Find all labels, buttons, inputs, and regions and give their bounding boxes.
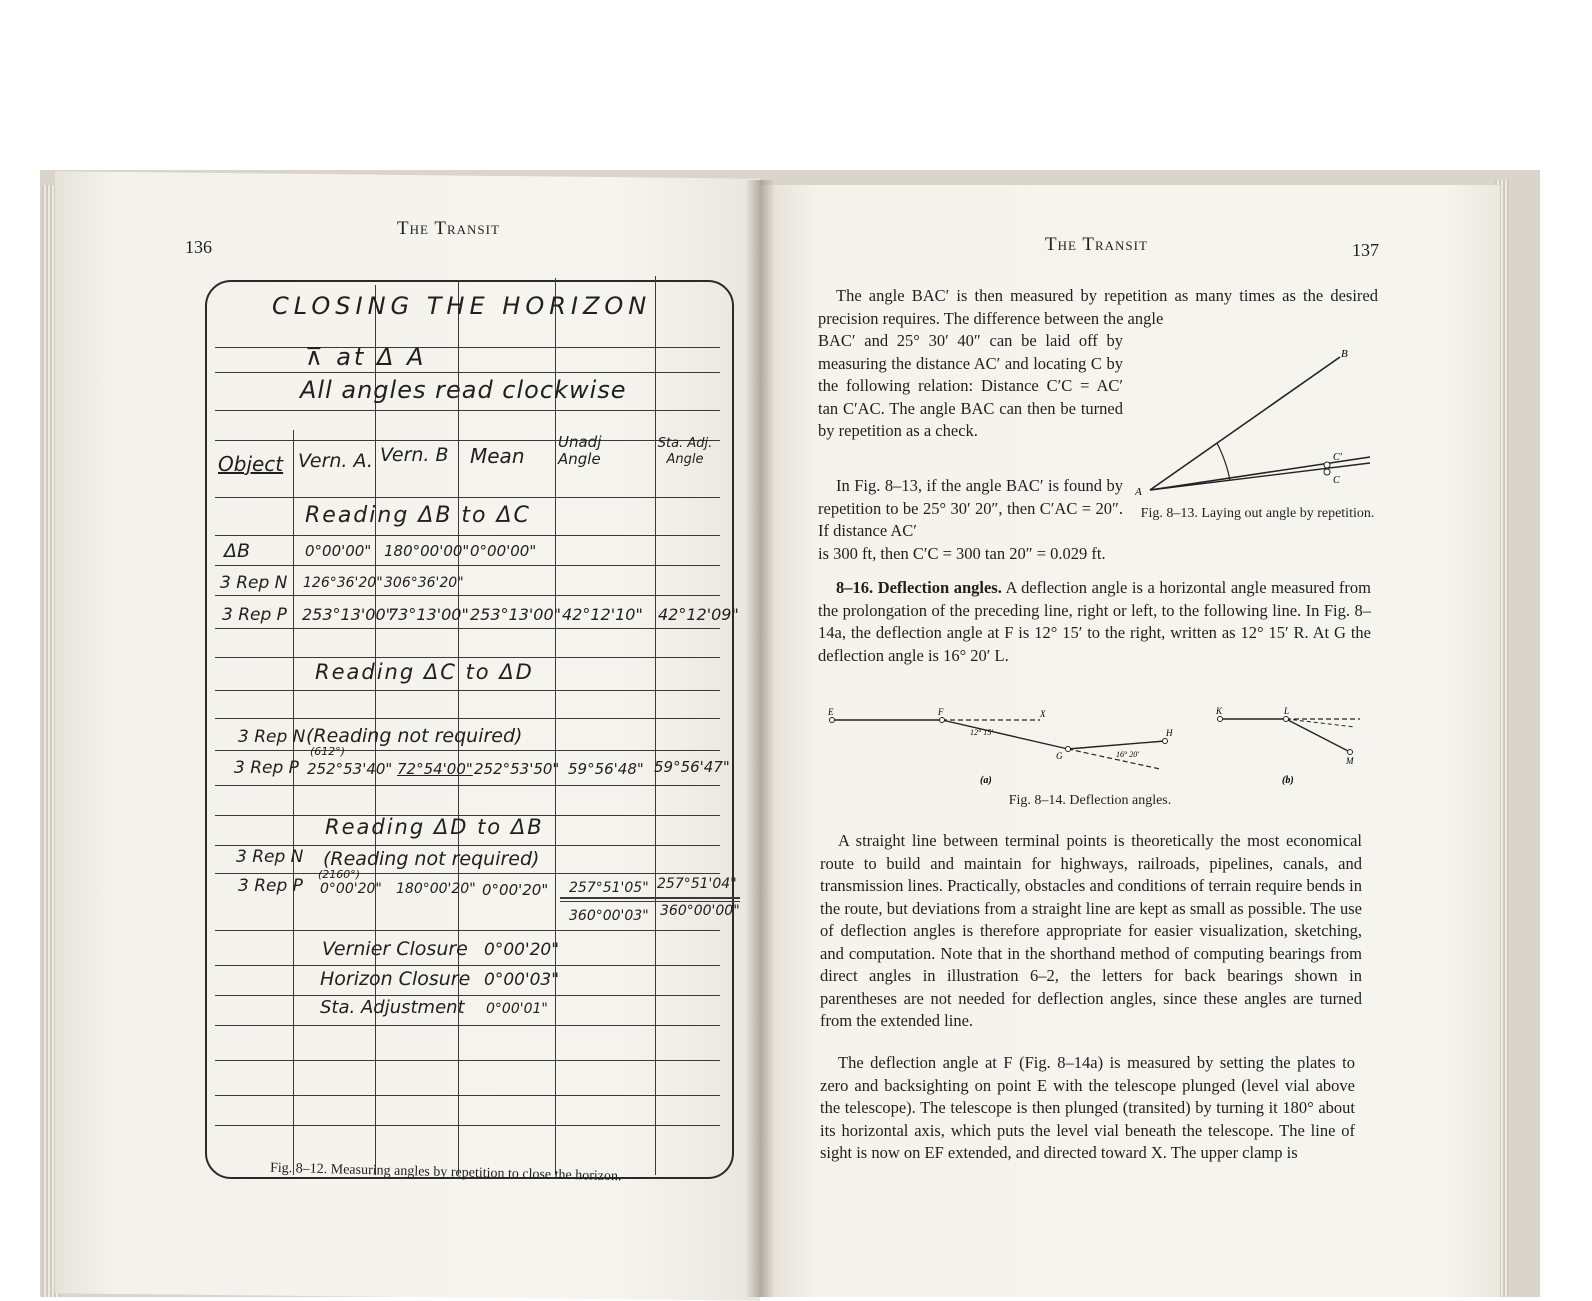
- grid-line: [215, 1125, 720, 1126]
- point-l: [1284, 717, 1289, 722]
- notebook-station: ⊼ at Δ A: [305, 343, 427, 371]
- row-vern-b: 180°00'00": [384, 542, 470, 560]
- row-adj: 59°56'47": [654, 758, 730, 776]
- line-lm: [1286, 719, 1350, 752]
- section-c-to-d: Reading ΔC to ΔD: [315, 660, 534, 684]
- label-angle-12-15: 12° 15′: [970, 728, 993, 737]
- grid-line: [215, 930, 720, 931]
- paragraph-3: A straight line between terminal points is theoretically the most economical route to build and maintain for highways, railroads, pipelines, canals, and transmission lines. Practically, obstacles and conditions of terrain require bends in the route, but deviations from a straight line are kept as small as possible. The use of deflection angles is therefore appropriate for easier visualization, sketching, and computation. Note that in the shorthand method of computing bearings from direct angles in illustration 6–2, the letters for back bearings shown in parentheses are not needed for deflection angles, since these angles are turned from the extended line.: [820, 831, 1362, 1030]
- header-mean: Mean: [470, 444, 525, 468]
- grid-line: [215, 440, 720, 441]
- line-fg: [942, 720, 1068, 749]
- row-unadj: 59°56'48": [568, 760, 644, 778]
- closure-value: 0°00'01": [486, 1001, 548, 1017]
- header-object: Object: [218, 452, 284, 476]
- label-sub-a: (a): [980, 775, 992, 786]
- header-unadj-angle: Unadj Angle: [558, 433, 602, 468]
- closure-value: 0°00'03": [484, 970, 560, 990]
- label-a: A: [1135, 486, 1142, 495]
- grid-line: [215, 410, 720, 411]
- row-vern-a: 0°00'20": [320, 881, 382, 897]
- grid-line: [215, 657, 720, 658]
- line-g-extended: [1068, 749, 1160, 769]
- grid-line: [215, 965, 720, 966]
- row-mean: 0°00'20": [482, 881, 549, 899]
- row-mean: 253°13'00": [470, 605, 562, 624]
- grid-line: [215, 1025, 720, 1026]
- grid-line: [215, 372, 720, 373]
- right-running-head: The Transit: [1045, 234, 1148, 255]
- row-object: 3 Rep P: [234, 758, 299, 778]
- paragraph-2-wrap: In Fig. 8–13, if the angle BAC′ is found by repetition to be 25° 30′ 20″, then C′AC = 20″. If distance AC′: [818, 476, 1123, 540]
- grid-line: [215, 690, 720, 691]
- grid-line: [215, 595, 720, 596]
- closure-value: 0°00'20": [484, 940, 560, 960]
- header-vern-a: Vern. A.: [298, 450, 373, 472]
- grid-line: [215, 565, 720, 566]
- grid-line: [215, 718, 720, 719]
- right-page-number: 137: [1352, 240, 1379, 260]
- paragraph-1-top: The angle BAC′ is then measured by repetition as many times as the desired precision requires. The difference between the angle: [818, 286, 1378, 328]
- point-g: [1066, 747, 1071, 752]
- grid-line: [215, 628, 720, 629]
- point-c-prime: [1324, 462, 1330, 468]
- grid-line: [560, 897, 740, 899]
- figure-8-13-diagram: [1135, 345, 1385, 495]
- total-adj: 360°00'00": [660, 903, 740, 919]
- label-x: X: [1040, 709, 1046, 719]
- row-vern-a: 126°36'20": [303, 575, 383, 591]
- total-unadj: 360°00'03": [569, 908, 649, 924]
- notebook-title: CLOSING THE HORIZON: [272, 292, 652, 320]
- grid-line: [555, 278, 556, 1175]
- closure-label: Sta. Adjustment: [320, 997, 465, 1018]
- row-unadj: 257°51'05": [569, 880, 649, 896]
- paragraph-4: The deflection angle at F (Fig. 8–14a) is measured by setting the plates to zero and backsighting on point E with the telescope plunged (level vial above the telescope). The telescope is then plunged (transited) by turning it 180° about its horizontal axis, which puts the level vial beneath the telescope. The line of sight is now on EF extended, and directed toward X. The upper clamp is: [820, 1053, 1355, 1162]
- section-d-to-b: Reading ΔD to ΔB: [325, 815, 544, 839]
- grid-line: [215, 535, 720, 536]
- label-h: H: [1166, 728, 1173, 738]
- closure-label: Vernier Closure: [322, 938, 468, 960]
- row-small-note: (2160°): [318, 868, 361, 881]
- label-c-prime: C′: [1333, 452, 1342, 463]
- label-k: K: [1216, 706, 1223, 716]
- grid-line: [215, 497, 720, 498]
- point-m: [1348, 750, 1353, 755]
- paragraph-1-wrap: BAC′ and 25° 30′ 40″ can be laid off by measuring the distance AC′ and locating C by the following relation: Distance C′C = AC′ tan C′AC. The angle BAC can then be turned by repetition as a check.: [818, 331, 1123, 440]
- header-sta-adj-angle: Sta. Adj. Angle: [657, 436, 713, 467]
- point-c: [1324, 469, 1330, 475]
- line-gh: [1068, 741, 1165, 749]
- label-l: L: [1284, 706, 1290, 716]
- figure-8-13-caption: Fig. 8–13. Laying out angle by repetition.: [1140, 506, 1375, 521]
- section-8-16-paragraph: [818, 577, 1371, 667]
- row-adj: 257°51'04": [657, 876, 737, 892]
- header-vern-b: Vern. B: [380, 444, 449, 466]
- row-adj: 42°12'09": [658, 605, 739, 624]
- row-object: 3 Rep N: [220, 573, 288, 593]
- section-8-16-title: 8–16. Deflection angles.: [836, 578, 1002, 597]
- row-object: ΔB: [224, 540, 251, 562]
- section-8-16-text: A deflection angle is a horizontal angle measured from the prolongation of the preceding line, right or left, to the following line. In Fig. 8–14a, the deflection angle at F is 12° 15′ to the right, written as 12° 15′ R. At G the deflection angle is 16° 20′ L.: [818, 578, 1371, 665]
- grid-line: [215, 845, 720, 846]
- row-object: 3 Rep N: [236, 847, 304, 867]
- label-b: B: [1341, 348, 1348, 360]
- row-mean: 252°53'50": [474, 760, 560, 778]
- line-l-dash: [1286, 719, 1355, 727]
- row-object: 3 Rep P: [222, 605, 287, 625]
- grid-line: [215, 995, 720, 996]
- figure-8-12-caption: Fig. 8–12. Measuring angles by repetition to close the horizon.: [269, 1160, 622, 1185]
- grid-line: [215, 785, 720, 786]
- row-vern-b: 180°00'20": [396, 881, 476, 897]
- grid-line: [215, 750, 720, 751]
- label-e: E: [828, 707, 834, 717]
- point-h: [1163, 739, 1168, 744]
- row-vern-b: 72°54'00": [397, 760, 473, 778]
- point-f: [940, 718, 945, 723]
- row-object: 3 Rep P: [238, 876, 303, 896]
- left-running-head: The Transit: [397, 218, 500, 239]
- figure-8-14-diagram: [820, 705, 1370, 790]
- point-e: [830, 718, 835, 723]
- row-vern-a: 252°53'40": [307, 760, 393, 778]
- label-m: M: [1346, 756, 1354, 766]
- row-mean: 0°00'00": [470, 542, 537, 560]
- row-vern-a: 253°13'00": [302, 605, 394, 624]
- grid-line: [215, 347, 720, 348]
- paragraph-2-end: is 300 ft, then C′C = 300 tan 20″ = 0.029 ft.: [818, 544, 1106, 563]
- row-vern-a: 0°00'00": [305, 542, 372, 560]
- label-g: G: [1056, 751, 1063, 761]
- label-sub-b: (b): [1282, 775, 1294, 786]
- figure-8-14-caption: Fig. 8–14. Deflection angles.: [1008, 793, 1172, 808]
- row-unadj: 42°12'10": [562, 605, 643, 624]
- left-page-number: 136: [185, 237, 212, 257]
- grid-line: [293, 430, 294, 1175]
- closure-label: Horizon Closure: [320, 968, 471, 990]
- notebook-note: All angles read clockwise: [300, 376, 627, 404]
- row-vern-b: 306°36'20": [384, 575, 464, 591]
- grid-line: [215, 873, 720, 874]
- label-angle-16-20: 16° 20′: [1116, 750, 1139, 759]
- grid-line: [215, 1060, 720, 1061]
- section-b-to-c: Reading ΔB to ΔC: [305, 503, 531, 528]
- grid-line: [560, 901, 740, 902]
- label-f: F: [938, 707, 944, 717]
- angle-arc: [1217, 443, 1230, 481]
- book-gutter: [745, 180, 775, 1297]
- point-k: [1218, 717, 1223, 722]
- row-small-note: (612°): [310, 745, 346, 758]
- row-note: (Reading not required): [306, 725, 523, 747]
- row-object: 3 Rep N: [238, 727, 306, 747]
- row-vern-b: 73°13'00": [388, 605, 469, 624]
- grid-line: [215, 1095, 720, 1096]
- label-c: C: [1333, 475, 1340, 486]
- row-note: (Reading not required): [323, 848, 540, 870]
